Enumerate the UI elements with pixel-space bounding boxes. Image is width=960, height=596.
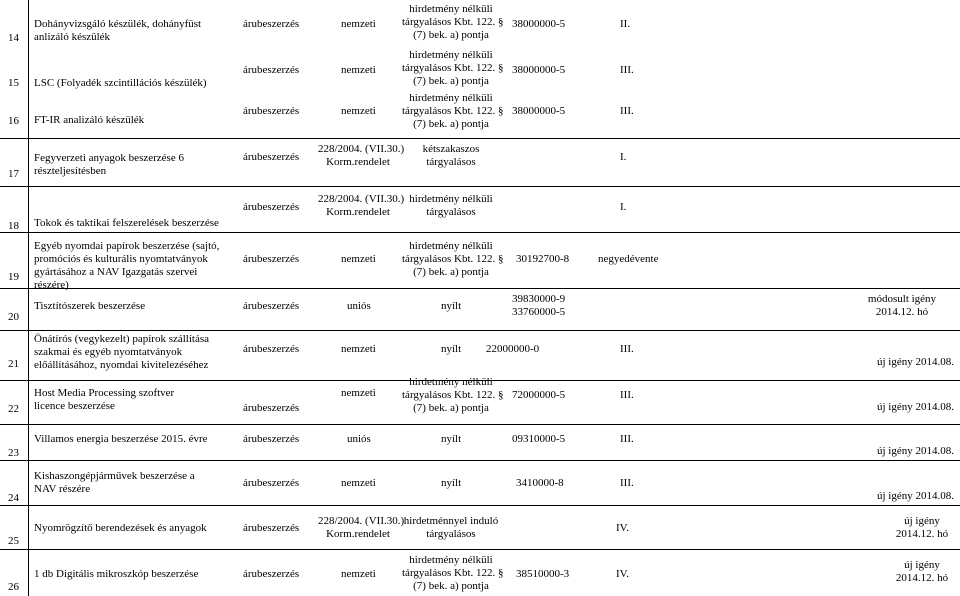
procedure-line: tárgyalásos Kbt. 122. § bbox=[402, 253, 504, 265]
procedure-line: tárgyalásos Kbt. 122. § bbox=[402, 389, 504, 401]
row-number: 20 bbox=[8, 311, 19, 323]
cpv-code: 38000000-5 bbox=[512, 105, 566, 117]
procurement-type: árubeszerzés bbox=[243, 477, 300, 489]
procedure-line: hirdetmény nélküli bbox=[409, 193, 493, 205]
row-number: 19 bbox=[8, 271, 19, 283]
change-note: új igény 2014.08. bbox=[877, 401, 954, 413]
quarter: III. bbox=[620, 343, 634, 355]
table-row bbox=[0, 376, 960, 424]
table-row bbox=[0, 550, 960, 596]
row-number: 14 bbox=[8, 32, 19, 44]
procedure bbox=[402, 92, 504, 131]
procedure-line: hirdetmény nélküli bbox=[409, 3, 493, 15]
procedure: nyílt bbox=[441, 477, 462, 489]
cpv-code: 38510000-3 bbox=[516, 568, 570, 580]
procedure-line: tárgyalásos bbox=[426, 528, 476, 540]
legal-basis-line: 228/2004. (VII.30.) bbox=[318, 143, 405, 155]
procedure-line: tárgyalásos Kbt. 122. § bbox=[402, 105, 504, 117]
procurement-scope: nemzeti bbox=[341, 18, 376, 30]
row-number: 15 bbox=[8, 77, 19, 89]
procedure-line: (7) bek. a) pontja bbox=[413, 118, 489, 130]
item-name: Nyomrögzítő berendezések és anyagok bbox=[34, 522, 207, 534]
change-note: új igény 2014.08. bbox=[877, 490, 954, 502]
procurement-type: árubeszerzés bbox=[243, 300, 300, 312]
item-name: Kishaszongépjárművek beszerzése a NAV részére bbox=[34, 470, 195, 495]
procedure-line: hirdetmény nélküli bbox=[409, 376, 493, 388]
legal-basis bbox=[318, 193, 405, 219]
change-note: új igény 2014.12. hó bbox=[895, 559, 949, 584]
row-number: 26 bbox=[8, 581, 19, 593]
procurement-type: árubeszerzés bbox=[243, 402, 300, 414]
procedure-line: hirdetmény nélküli bbox=[409, 49, 493, 61]
procedure-line: hirdetmény nélküli bbox=[409, 554, 493, 566]
cpv-code: 33760000-5 bbox=[512, 306, 566, 318]
procedure-line: tárgyalásos Kbt. 122. § bbox=[402, 62, 504, 74]
procurement-scope: nemzeti bbox=[341, 568, 376, 580]
table-row bbox=[0, 461, 960, 505]
procedure-line: (7) bek. a) pontja bbox=[413, 402, 489, 414]
procedure-line: (7) bek. a) pontja bbox=[413, 75, 489, 87]
table-row bbox=[0, 2, 960, 47]
procurement-type: árubeszerzés bbox=[243, 105, 300, 117]
table-row bbox=[0, 233, 960, 291]
table-row bbox=[0, 289, 960, 330]
procedure: nyílt bbox=[441, 433, 462, 445]
legal-basis-line: Korm.rendelet bbox=[326, 528, 390, 540]
procedure-line: hirdetménnyel induló bbox=[403, 515, 499, 527]
table-row bbox=[0, 187, 960, 232]
row-number: 18 bbox=[8, 220, 19, 232]
quarter: negyedévente bbox=[598, 253, 659, 265]
quarter: I. bbox=[620, 151, 627, 163]
procurement-type: árubeszerzés bbox=[243, 201, 300, 213]
procedure-line: hirdetmény nélküli bbox=[409, 240, 493, 252]
procurement-type: árubeszerzés bbox=[243, 522, 300, 534]
procurement-scope: nemzeti bbox=[341, 253, 376, 265]
procedure bbox=[402, 143, 500, 169]
table-row bbox=[0, 139, 960, 186]
row-number: 25 bbox=[8, 535, 19, 547]
procurement-scope: nemzeti bbox=[341, 64, 376, 76]
procurement-scope: uniós bbox=[347, 433, 371, 445]
quarter: I. bbox=[620, 201, 627, 213]
quarter: III. bbox=[620, 105, 634, 117]
procurement-type: árubeszerzés bbox=[243, 433, 300, 445]
procedure-line: tárgyalásos Kbt. 122. § bbox=[402, 567, 504, 579]
procurement-type: árubeszerzés bbox=[243, 18, 300, 30]
item-name: Tokok és taktikai felszerelések beszerzése bbox=[34, 217, 219, 229]
legal-basis bbox=[318, 143, 405, 169]
procurement-scope: uniós bbox=[347, 300, 371, 312]
item-name: Egyéb nyomdai papírok beszerzése (sajtó, promóciós és kulturális nyomtatványok gyártásához a NAV Igazgatás szervei részére) bbox=[34, 240, 220, 291]
cpv-code: 3410000-8 bbox=[516, 477, 564, 489]
procurement-type: árubeszerzés bbox=[243, 253, 300, 265]
procurement-type: árubeszerzés bbox=[243, 343, 300, 355]
item-name: Fegyverzeti anyagok beszerzése 6 részteljesítésben bbox=[34, 152, 184, 177]
item-name: 1 db Digitális mikroszkóp beszerzése bbox=[34, 568, 199, 580]
item-name: Önátírós (vegykezelt) papírok szállítása szakmai és egyéb nyomtatványok előállításához, nyomdai kivitelezéséhez bbox=[34, 333, 210, 371]
procedure-line: tárgyalásos Kbt. 122. § bbox=[402, 16, 504, 28]
legal-basis-line: Korm.rendelet bbox=[326, 206, 390, 218]
cpv-code: 09310000-5 bbox=[512, 433, 566, 445]
procedure-line: tárgyalásos bbox=[426, 156, 476, 168]
procurement-scope: nemzeti bbox=[341, 387, 376, 399]
legal-basis-line: 228/2004. (VII.30.) bbox=[318, 515, 405, 527]
cpv-code: 39830000-9 bbox=[512, 293, 566, 305]
quarter: III. bbox=[620, 389, 634, 401]
procedure: nyílt bbox=[441, 300, 462, 312]
quarter: IV. bbox=[616, 522, 629, 534]
cpv-code: 38000000-5 bbox=[512, 64, 566, 76]
procedure-line: kétszakaszos bbox=[422, 143, 480, 155]
item-name: Villamos energia beszerzése 2015. évre bbox=[34, 433, 208, 445]
procedure-line: hirdetmény nélküli bbox=[409, 92, 493, 104]
quarter: III. bbox=[620, 433, 634, 445]
row-number: 17 bbox=[8, 168, 19, 180]
cpv-code: 30192700-8 bbox=[516, 253, 570, 265]
procedure bbox=[402, 554, 504, 593]
procedure-line: tárgyalásos bbox=[426, 206, 476, 218]
procurement-scope: nemzeti bbox=[341, 343, 376, 355]
item-name: Tisztítószerek beszerzése bbox=[34, 300, 146, 312]
legal-basis-line: Korm.rendelet bbox=[326, 156, 390, 168]
procedure bbox=[396, 515, 506, 541]
table-row bbox=[0, 506, 960, 549]
cpv-code: 72000000-5 bbox=[512, 389, 566, 401]
legal-basis bbox=[318, 515, 405, 541]
procurement-scope: nemzeti bbox=[341, 477, 376, 489]
table-row bbox=[0, 425, 960, 460]
procedure-line: (7) bek. a) pontja bbox=[413, 266, 489, 278]
quarter: IV. bbox=[616, 568, 629, 580]
procedure bbox=[402, 193, 500, 219]
quarter: III. bbox=[620, 64, 634, 76]
procedure bbox=[402, 376, 504, 415]
table-row bbox=[0, 331, 960, 380]
procedure: nyílt bbox=[441, 343, 462, 355]
procedure bbox=[402, 49, 504, 88]
item-name: Dohányvizsgáló készülék, dohányfüst anlizáló készülék bbox=[34, 18, 202, 43]
procurement-type: árubeszerzés bbox=[243, 64, 300, 76]
procurement-scope: nemzeti bbox=[341, 105, 376, 117]
cpv-codes bbox=[512, 293, 565, 319]
procedure-line: (7) bek. a) pontja bbox=[413, 29, 489, 41]
procedure-line: (7) bek. a) pontja bbox=[413, 580, 489, 592]
item-name: LSC (Folyadék szcintillációs készülék) bbox=[34, 77, 207, 89]
row-number: 24 bbox=[8, 492, 19, 504]
quarter: II. bbox=[620, 18, 631, 30]
change-note: új igény 2014.08. bbox=[877, 356, 954, 368]
change-note: módosult igény 2014.12. hó bbox=[867, 293, 937, 318]
change-note: új igény 2014.12. hó bbox=[895, 515, 949, 540]
quarter: III. bbox=[620, 477, 634, 489]
row-number: 23 bbox=[8, 447, 19, 459]
item-name: Host Media Processing szoftver licence beszerzése bbox=[34, 387, 175, 412]
procurement-type: árubeszerzés bbox=[243, 568, 300, 580]
table-row bbox=[0, 90, 960, 135]
legal-basis-line: 228/2004. (VII.30.) bbox=[318, 193, 405, 205]
table-row bbox=[0, 44, 960, 90]
procedure bbox=[402, 240, 504, 279]
cpv-code: 22000000-0 bbox=[486, 343, 540, 355]
row-number: 21 bbox=[8, 358, 19, 370]
procedure bbox=[402, 3, 504, 42]
item-name: FT-IR analizáló készülék bbox=[34, 114, 145, 126]
row-number: 16 bbox=[8, 115, 19, 127]
change-note: új igény 2014.08. bbox=[877, 445, 954, 457]
row-number: 22 bbox=[8, 403, 19, 415]
procurement-type: árubeszerzés bbox=[243, 151, 300, 163]
cpv-code: 38000000-5 bbox=[512, 18, 566, 30]
